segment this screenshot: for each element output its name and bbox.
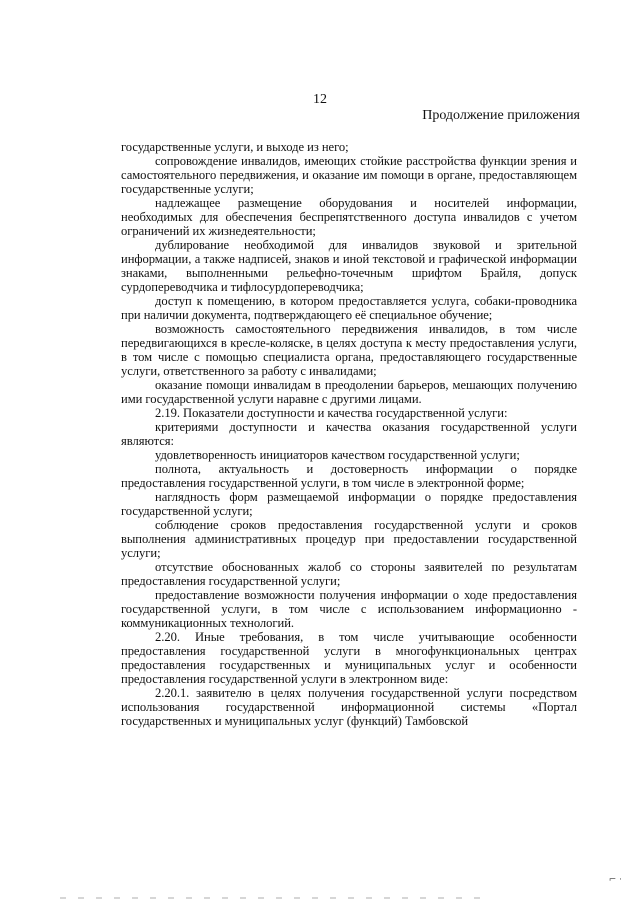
appendix-continuation-note: Продолжение приложения: [422, 108, 580, 123]
paragraph: предоставление возможности получения информации о ходе предоставления государственной услуги, в том числе с использованием информационно - коммуникационных технологий.: [121, 588, 577, 630]
paragraph: отсутствие обоснованных жалоб со стороны заявителей по результатам предоставления государственной услуги;: [121, 560, 577, 588]
paragraph: удовлетворенность инициаторов качеством государственной услуги;: [155, 448, 520, 462]
paragraph: наглядность форм размещаемой информации о порядке предоставления государственной услуги;: [121, 490, 577, 518]
section-heading-2-20: 2.20. Иные требования, в том числе учитывающие особенности предоставления государственной услуги в многофункциональных центрах предоставления государственных и муниципальных услуг и особенности предоставления государственной услуги в электронном виде:: [121, 630, 577, 686]
paragraph: сопровождение инвалидов, имеющих стойкие расстройства функции зрения и самостоятельного передвижения, и оказание им помощи в органе, предоставляющем государственные услуги;: [121, 154, 577, 196]
section-heading-2-19: 2.19. Показатели доступности и качества государственной услуги:: [155, 406, 508, 420]
paragraph: доступ к помещению, в котором предоставляется услуга, собаки-проводника при наличии документа, подтверждающего её специальное обучение;: [121, 294, 577, 322]
paragraph: возможность самостоятельного передвижения инвалидов, в том числе передвигающихся в кресле-коляске, в целях доступа к месту предоставления услуги, в том числе с помощью специалиста органа, предоставляющего государственные услуги, ответственного за работу с инвалидами;: [121, 322, 577, 378]
scan-artifact-mark: ⌐ ·: [608, 875, 622, 885]
scan-artifact-strip: [60, 897, 480, 899]
paragraph: дублирование необходимой для инвалидов звуковой и зрительной информации, а также надписей, знаков и иной текстовой и графической информации знаками, выполненными рельефно-точечным шрифтом Брайля, допуск сурдопереводчика и тифлосурдопереводчика;: [121, 238, 577, 294]
paragraph: соблюдение сроков предоставления государственной услуги и сроков выполнения административных процедур при предоставлении государственной услуги;: [121, 518, 577, 560]
page-number: 12: [313, 92, 327, 107]
paragraph: полнота, актуальность и достоверность информации о порядке предоставления государственной услуги, в том числе в электронной форме;: [121, 462, 577, 490]
paragraph: критериями доступности и качества оказания государственной услуги являются:: [121, 420, 577, 448]
document-body: [121, 140, 577, 728]
paragraph: 2.20.1. заявителю в целях получения государственной услуги посредством использования государственной информационной системы «Портал государственных и муниципальных услуг (функций) Тамбовской: [121, 686, 577, 728]
paragraph: государственные услуги, и выходе из него;: [121, 140, 349, 154]
paragraph: надлежащее размещение оборудования и носителей информации, необходимых для обеспечения беспрепятственного доступа инвалидов с учетом ограничений их жизнедеятельности;: [121, 196, 577, 238]
paragraph: оказание помощи инвалидам в преодолении барьеров, мешающих получению ими государственной услуги наравне с другими лицами.: [121, 378, 577, 406]
